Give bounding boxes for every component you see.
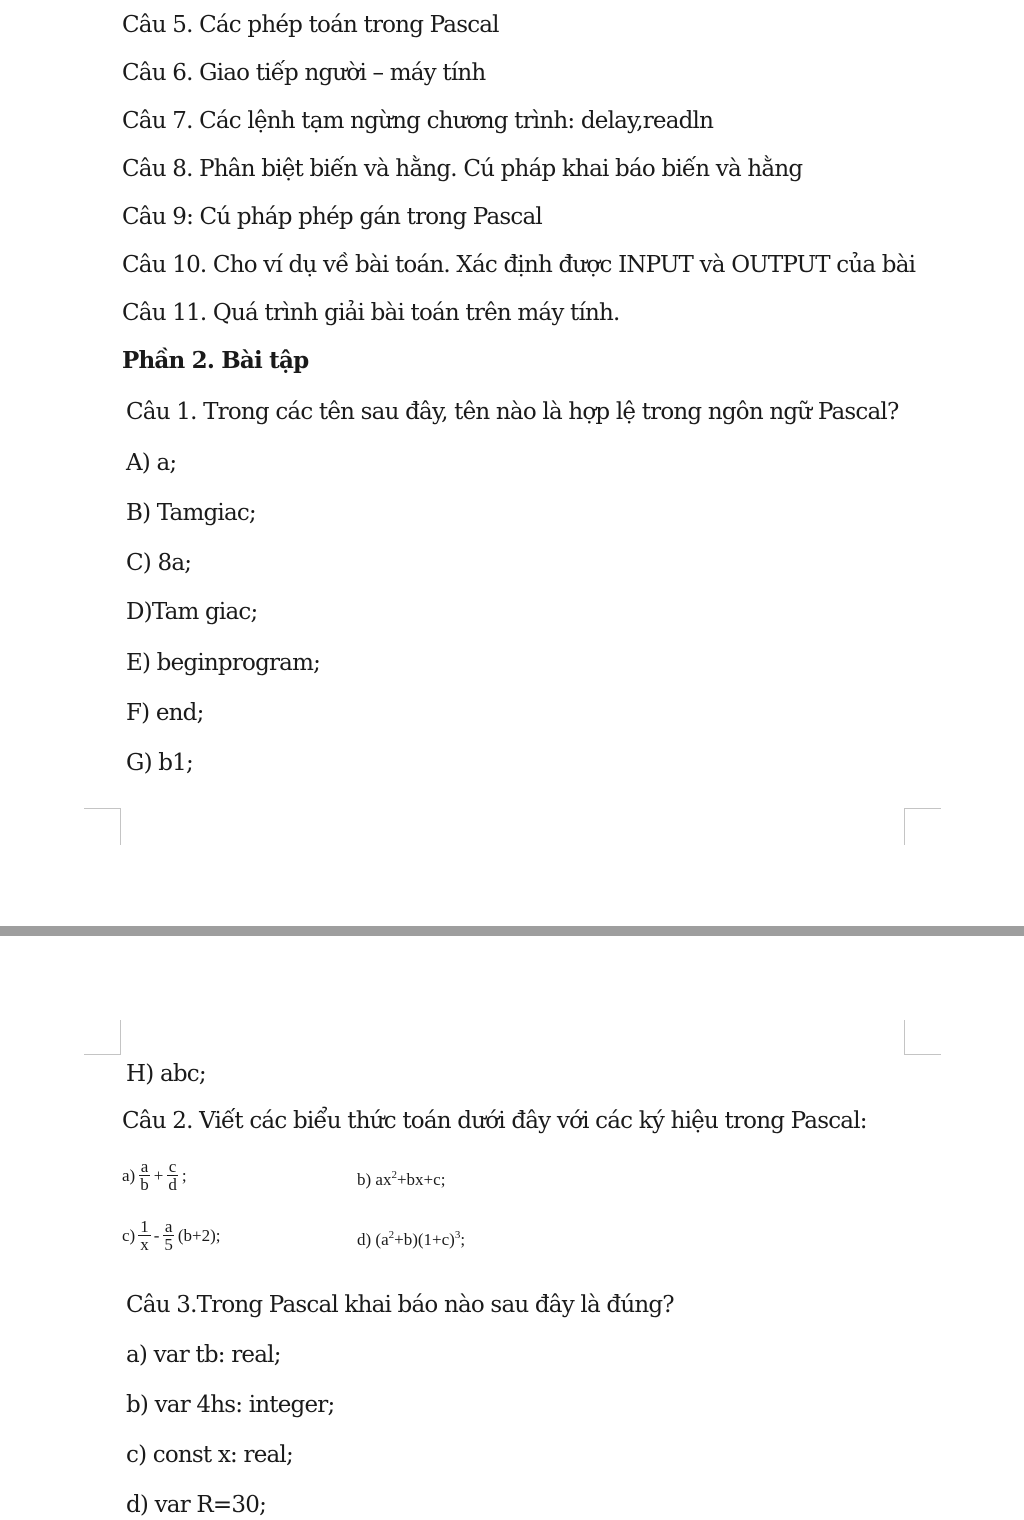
- margin-corner-bottom-left: [84, 808, 121, 845]
- exercise-3-option-c: c) const x: real;: [126, 1442, 293, 1468]
- numerator: 1: [140, 1217, 149, 1236]
- expression-b-part: ax: [375, 1170, 392, 1189]
- exercise-1-option-d: D)Tam giac;: [126, 599, 258, 625]
- fraction-c-over-d: [166, 1158, 179, 1193]
- page-separator: [0, 926, 1024, 936]
- operator: +: [153, 1165, 164, 1185]
- denominator: b: [140, 1175, 149, 1194]
- expression-b-part: +bx+c;: [396, 1170, 446, 1189]
- expression-d: [357, 1230, 465, 1250]
- exercise-1-option-e: E) beginprogram;: [126, 650, 321, 676]
- expression-c: [122, 1218, 221, 1253]
- fraction-a-over-5: [162, 1218, 175, 1253]
- exercise-3-option-a: a) var tb: real;: [126, 1342, 281, 1368]
- question-5: Câu 5. Các phép toán trong Pascal: [122, 12, 499, 38]
- exponent: 2: [391, 1169, 397, 1181]
- expression-b-label: b): [357, 1170, 372, 1189]
- expression-c-tail: (b+2);: [177, 1225, 221, 1245]
- denominator: d: [168, 1175, 177, 1194]
- exercise-3-option-b: b) var 4hs: integer;: [126, 1392, 335, 1418]
- expression-c-label: c): [122, 1225, 136, 1245]
- margin-corner-top-right: [904, 1020, 941, 1055]
- expression-a-label: a): [122, 1165, 136, 1185]
- exercise-1-option-c: C) 8a;: [126, 550, 192, 576]
- exercise-3-option-d: d) var R=30;: [126, 1492, 267, 1518]
- numerator: a: [140, 1157, 149, 1176]
- exponent: 2: [388, 1229, 395, 1241]
- exercise-1-option-f: F) end;: [126, 700, 204, 726]
- numerator: a: [164, 1217, 173, 1236]
- question-6: Câu 6. Giao tiếp người – máy tính: [122, 60, 486, 86]
- expression-d-label: d): [357, 1230, 372, 1249]
- expression-b: [357, 1170, 445, 1190]
- question-7: Câu 7. Các lệnh tạm ngừng chương trình: delay,readln: [122, 108, 714, 134]
- fraction-a-over-b: [138, 1158, 151, 1193]
- margin-corner-top-left: [84, 1020, 121, 1055]
- exponent: 3: [454, 1229, 461, 1241]
- margin-corner-bottom-right: [904, 808, 941, 845]
- denominator: 5: [164, 1235, 173, 1254]
- exercise-1-option-a: A) a;: [126, 450, 177, 476]
- expression-d-part: (a: [375, 1230, 389, 1249]
- exercise-1-option-g: G) b1;: [126, 750, 193, 776]
- numerator: c: [168, 1157, 177, 1176]
- exercise-1-question: Câu 1. Trong các tên sau đây, tên nào là hợp lệ trong ngôn ngữ Pascal?: [126, 399, 899, 425]
- fraction-1-over-x: [138, 1218, 151, 1253]
- denominator: x: [140, 1235, 149, 1254]
- terminator: ;: [181, 1165, 187, 1185]
- question-9: Câu 9: Cú pháp phép gán trong Pascal: [122, 204, 542, 230]
- exercise-1-option-b: B) Tamgiac;: [126, 500, 256, 526]
- section-heading: Phần 2. Bài tập: [122, 347, 309, 374]
- question-10: Câu 10. Cho ví dụ về bài toán. Xác định được INPUT và OUTPUT của bài: [122, 252, 916, 278]
- exercise-1-option-h: H) abc;: [126, 1061, 206, 1087]
- operator: -: [153, 1225, 160, 1245]
- document-page-2: [0, 936, 1024, 1518]
- exercise-2-question: Câu 2. Viết các biểu thức toán dưới đây với các ký hiệu trong Pascal:: [122, 1108, 867, 1134]
- question-8: Câu 8. Phân biệt biến và hằng. Cú pháp khai báo biến và hằng: [122, 156, 803, 182]
- expression-d-part: +b)(1+c): [394, 1230, 455, 1249]
- expression-d-part: ;: [460, 1230, 466, 1249]
- expression-a: [122, 1158, 187, 1193]
- exercise-3-question: Câu 3.Trong Pascal khai báo nào sau đây là đúng?: [126, 1292, 674, 1318]
- question-11: Câu 11. Quá trình giải bài toán trên máy tính.: [122, 300, 620, 326]
